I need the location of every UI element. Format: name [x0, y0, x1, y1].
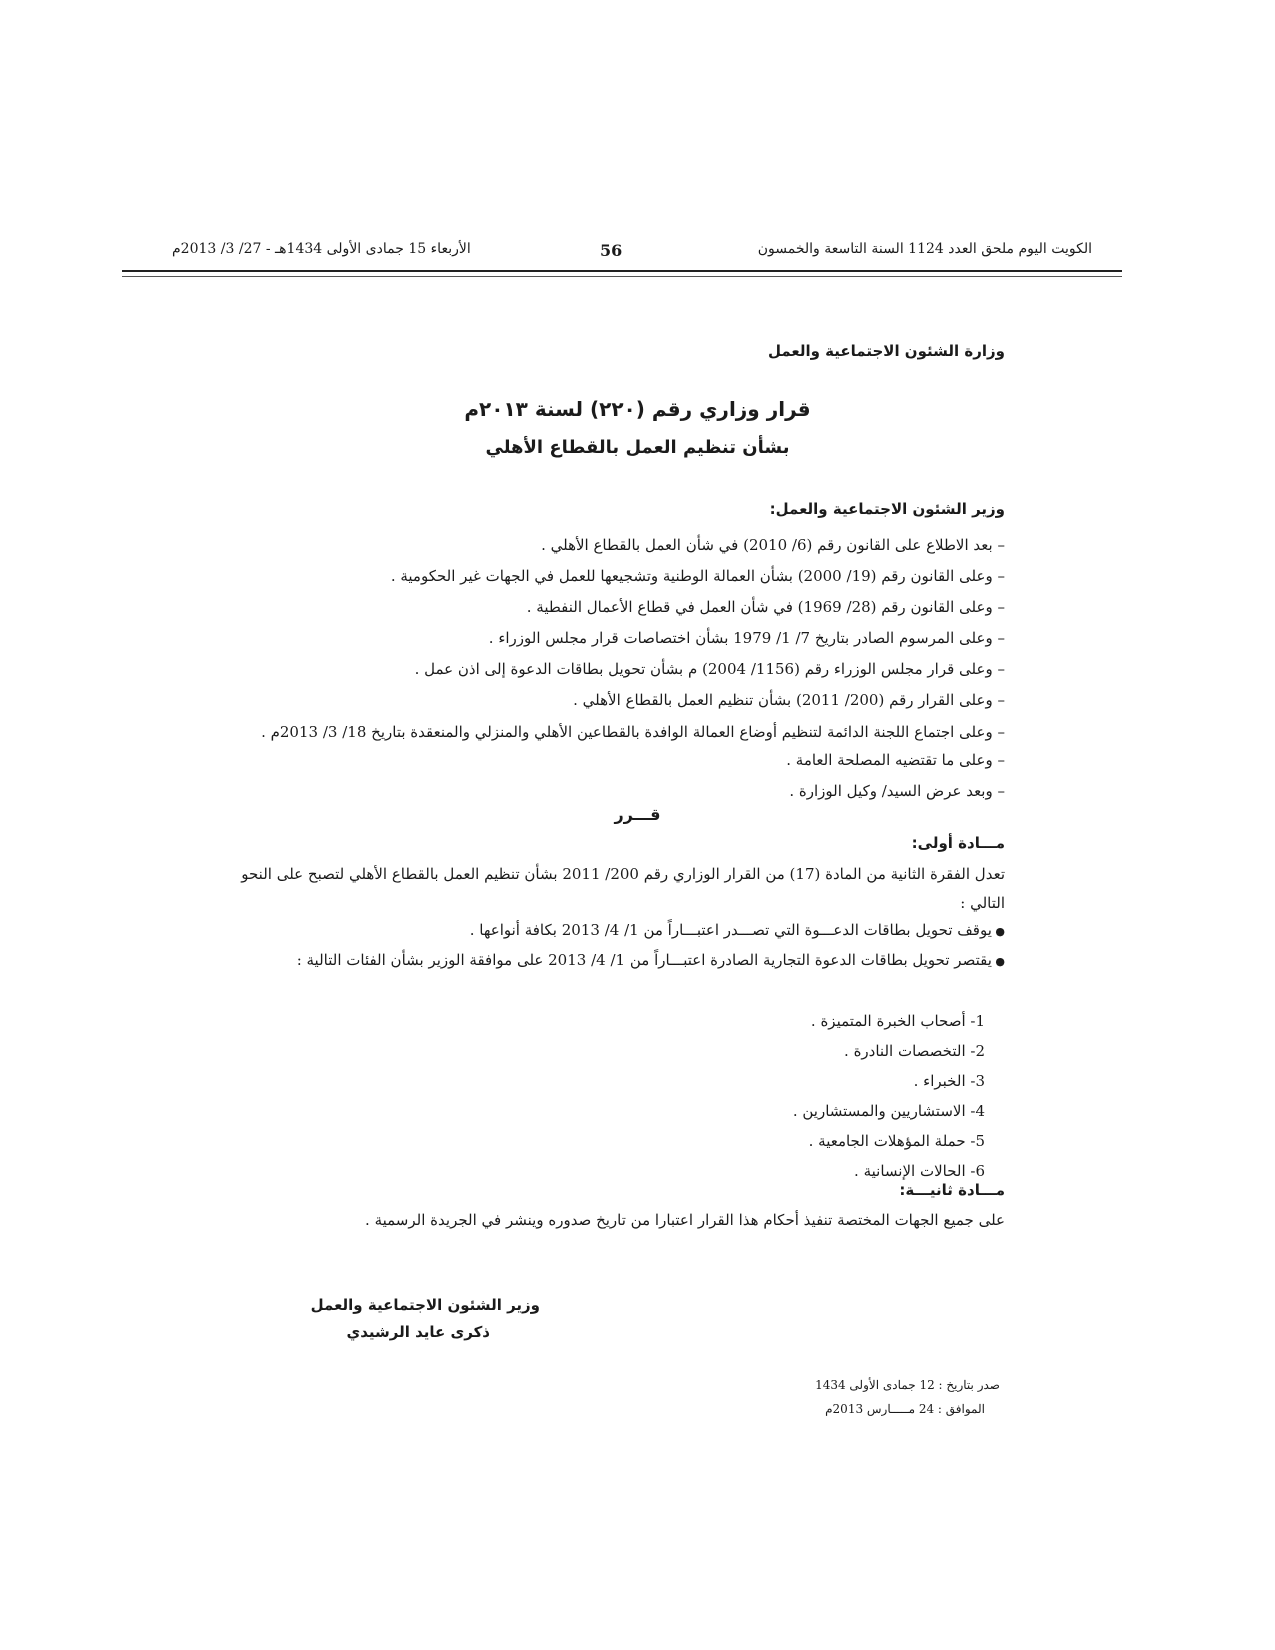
preamble-item: – وعلى القانون رقم (28/ 1969) في شأن العمل في قطاع الأعمال النفطية . [205, 592, 1005, 623]
preamble-list [205, 530, 1005, 807]
preamble-item: – وعلى اجتماع اللجنة الدائمة لتنظيم أوضاع العمالة الوافدة بالقطاعين الأهلي والمنزلي والمنعقدة بتاريخ 18/ 3/ 2013م . [205, 719, 1005, 745]
corresponding-date: الموافق : 24 مـــــارس 2013م [825, 1402, 985, 1416]
article-1-bullet: ● يوقف تحويل بطاقات الدعـــوة التي تصـــدر اعتبـــاراً من 1/ 4/ 2013 بكافة أنواعها . [200, 916, 1005, 946]
category-item: 4- الاستشاريين والمستشارين . [792, 1102, 985, 1120]
article-1-title: مـــادة أولى: [911, 834, 1005, 852]
header-page-number: 56 [600, 241, 623, 260]
decree-subject: بشأن تنظيم العمل بالقطاع الأهلي [485, 437, 790, 458]
categories-list [793, 1006, 985, 1186]
signatory-name: ذكرى عايد الرشيدي [346, 1323, 490, 1341]
signatory-title: وزير الشئون الاجتماعية والعمل [310, 1296, 540, 1314]
category-item: 2- التخصصات النادرة . [844, 1042, 985, 1060]
header-gazette-title: الكويت اليوم ملحق العدد 1124 السنة التاسعة والخمسون [757, 241, 1092, 257]
ministry-name: وزارة الشئون الاجتماعية والعمل [767, 342, 1005, 360]
header-rule-thin [122, 276, 1122, 277]
category-item: 5- حملة المؤهلات الجامعية . [808, 1132, 985, 1150]
category-item: 6- الحالات الإنسانية . [854, 1162, 985, 1180]
article-2-title: مـــادة ثانيـــة: [899, 1181, 1005, 1199]
preamble-item: – بعد الاطلاع على القانون رقم (6/ 2010) في شأن العمل بالقطاع الأهلي . [205, 530, 1005, 561]
preamble-item: – وبعد عرض السيد/ وكيل الوزارة . [205, 776, 1005, 807]
issue-date: صدر بتاريخ : 12 جمادى الأولى 1434 [815, 1378, 1000, 1392]
category-item: 1- أصحاب الخبرة المتميزة . [810, 1012, 985, 1030]
issuer-intro: وزير الشئون الاجتماعية والعمل: [769, 500, 1005, 518]
preamble-item: – وعلى القانون رقم (19/ 2000) بشأن العمالة الوطنية وتشجيعها للعمل في الجهات غير الحكومية . [205, 561, 1005, 592]
decree-title: قرار وزاري رقم (٢٢٠) لسنة ٢٠١٣م [464, 397, 811, 421]
article-1-bullets [200, 916, 1005, 976]
preamble-item: – وعلى ما تقتضيه المصلحة العامة . [205, 745, 1005, 776]
decision-heading: قـــرر [614, 805, 661, 824]
header-rule [122, 270, 1122, 272]
preamble-item: – وعلى المرسوم الصادر بتاريخ 7/ 1/ 1979 بشأن اختصاصات قرار مجلس الوزراء . [205, 623, 1005, 654]
article-2-body: على جميع الجهات المختصة تنفيذ أحكام هذا القرار اعتبارا من تاريخ صدوره وينشر في الجريدة الرسمية . [365, 1211, 1005, 1229]
preamble-item: – وعلى القرار رقم (200/ 2011) بشأن تنظيم العمل بالقطاع الأهلي . [205, 685, 1005, 716]
header-date: الأربعاء 15 جمادى الأولى 1434هـ - 27/ 3/ 2013م [172, 241, 471, 257]
preamble-item: – وعلى قرار مجلس الوزراء رقم (1156/ 2004) م بشأن تحويل بطاقات الدعوة إلى اذن عمل . [205, 654, 1005, 685]
article-1-body: تعدل الفقرة الثانية من المادة (17) من القرار الوزاري رقم 200/ 2011 بشأن تنظيم العمل بالقطاع الأهلي لتصبح على النحو التالي : [241, 865, 1005, 912]
category-item: 3- الخبراء . [913, 1072, 985, 1090]
article-1-bullet: ● يقتصر تحويل بطاقات الدعوة التجارية الصادرة اعتبـــاراً من 1/ 4/ 2013 على موافقة الوزير بشأن الفئات التالية : [200, 946, 1005, 976]
